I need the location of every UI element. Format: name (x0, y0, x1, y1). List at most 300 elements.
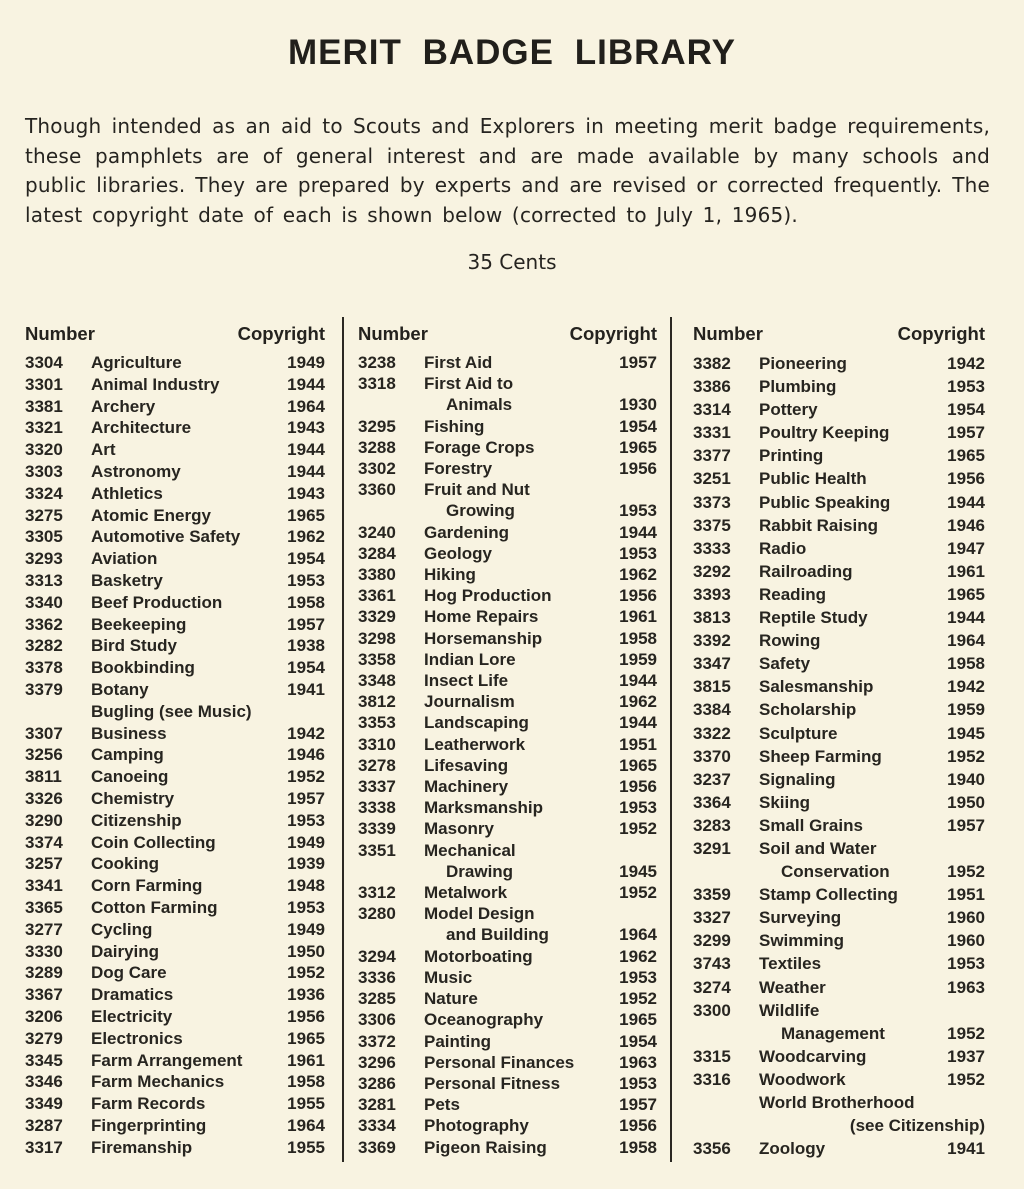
badge-year: 1955 (287, 1137, 325, 1157)
badge-number: 3290 (25, 810, 63, 830)
table-row (25, 962, 325, 984)
badge-year: 1952 (619, 819, 657, 839)
column-header (358, 320, 657, 345)
badge-year: 1957 (619, 353, 657, 372)
badge-number: 3238 (358, 353, 396, 372)
table-row (693, 583, 985, 606)
badge-name: First Aid to (424, 374, 514, 394)
badge-number: 3361 (358, 586, 396, 606)
table-row (25, 1137, 325, 1159)
badge-number: 3356 (693, 1139, 731, 1159)
badge-name: Landscaping (424, 713, 529, 733)
badge-name: Nature (424, 989, 478, 1009)
column-header-copyright: Copyright (237, 323, 325, 344)
table-row (693, 467, 985, 490)
badge-name: Farm Records (91, 1094, 206, 1114)
badge-name: Textiles (759, 954, 822, 974)
badge-column-1 (25, 320, 325, 1158)
price-line: 35 Cents (467, 250, 557, 274)
badge-name: Corn Farming (91, 876, 203, 896)
table-row (25, 1028, 325, 1050)
badge-year: 1964 (947, 631, 985, 651)
badge-name: Pets (424, 1095, 460, 1115)
badge-name: Soil and Water (759, 838, 877, 858)
badge-name: Art (91, 440, 116, 460)
badge-name: Reading (759, 584, 827, 604)
badge-year: 1961 (287, 1050, 325, 1070)
table-row (358, 1094, 657, 1115)
badge-year: 1944 (947, 492, 985, 512)
badge-year: 1957 (619, 1095, 657, 1115)
badge-number: 3316 (693, 1069, 731, 1089)
badge-number: 3282 (25, 636, 63, 656)
badge-name: Canoeing (91, 767, 169, 787)
table-row (25, 744, 325, 766)
badge-year: 1949 (287, 919, 325, 939)
badge-name: Stamp Collecting (759, 885, 898, 905)
table-row (25, 1071, 325, 1093)
table-row (25, 810, 325, 832)
badge-name: Motorboating (424, 946, 533, 966)
badge-number: 3347 (693, 654, 731, 674)
badge-year: 1962 (619, 565, 657, 585)
badge-number: 3280 (358, 904, 396, 924)
badge-name: Rabbit Raising (759, 515, 879, 535)
column-header-copyright: Copyright (897, 323, 985, 344)
badge-number: 3310 (358, 734, 396, 754)
table-row (693, 675, 985, 698)
table-row (358, 649, 657, 670)
table-row (693, 745, 985, 768)
badge-year: 1946 (287, 745, 325, 765)
badge-name: Public Speaking (759, 492, 891, 512)
table-row (693, 560, 985, 583)
badge-name: Fingerprinting (91, 1115, 207, 1135)
table-row (693, 375, 985, 398)
badge-number: 3296 (358, 1052, 396, 1072)
badge-name: Pottery (759, 400, 818, 420)
table-row (358, 691, 657, 712)
badge-number: 3283 (693, 815, 731, 835)
badge-year: 1958 (619, 1137, 657, 1157)
badge-number: 3275 (25, 505, 63, 525)
table-row (25, 766, 325, 788)
badge-name: Sheep Farming (759, 746, 882, 766)
badge-number: 3256 (25, 745, 63, 765)
badge-number: 3365 (25, 897, 63, 917)
badge-year: 1954 (619, 1031, 657, 1051)
badge-name: Fruit and Nut (424, 480, 530, 500)
badge-number: 3359 (693, 885, 731, 905)
badge-number: 3274 (693, 977, 731, 997)
table-row (25, 788, 325, 810)
badge-year: 1957 (287, 614, 325, 634)
badge-number: 3813 (693, 608, 731, 628)
badge-year: 1950 (947, 792, 985, 812)
badge-name: Printing (759, 446, 824, 466)
table-row (358, 437, 657, 458)
badge-year: 1942 (287, 723, 325, 743)
table-row (25, 614, 325, 636)
badge-number: 3324 (25, 483, 63, 503)
badge-number: 3286 (358, 1073, 396, 1093)
badge-name: Archery (91, 396, 156, 416)
badge-year: 1953 (287, 897, 325, 917)
table-row (25, 723, 325, 745)
badge-year: 1963 (947, 977, 985, 997)
table-row (693, 352, 985, 375)
badge-name: Zoology (759, 1139, 826, 1159)
badge-rows (25, 352, 325, 1158)
badge-year: 1941 (287, 679, 325, 699)
badge-year: 1955 (287, 1094, 325, 1114)
badge-name: Radio (759, 538, 807, 558)
badge-name: Business (91, 723, 167, 743)
badge-number: 3331 (693, 423, 731, 443)
badge-year: 1944 (619, 522, 657, 542)
badge-number: 3384 (693, 700, 731, 720)
badge-year: 1940 (947, 769, 985, 789)
column-header-number: Number (693, 323, 763, 344)
badge-year: 1953 (619, 501, 657, 521)
table-row (358, 416, 657, 437)
column-divider (670, 317, 672, 1162)
badge-year: 1945 (619, 861, 657, 881)
badge-year: 1944 (287, 440, 325, 460)
badge-name: Journalism (424, 692, 515, 712)
table-row (693, 976, 985, 999)
badge-year: 1960 (947, 908, 985, 928)
badge-name: Atomic Energy (91, 505, 211, 525)
badge-name: Weather (759, 977, 826, 997)
table-row (358, 882, 657, 903)
table-row-continuation (693, 1022, 985, 1045)
badge-number: 3298 (358, 628, 396, 648)
badge-year: 1956 (619, 1116, 657, 1136)
table-row (25, 505, 325, 527)
badge-number: 3257 (25, 854, 63, 874)
badge-number: 3341 (25, 876, 63, 896)
badge-year: 1944 (619, 671, 657, 691)
badge-year: 1964 (287, 1115, 325, 1135)
table-row (693, 999, 985, 1022)
badge-number: 3301 (25, 374, 63, 394)
badge-number: 3360 (358, 480, 396, 500)
column-header-number: Number (25, 323, 95, 344)
badge-number: 3293 (25, 549, 63, 569)
badge-year: 1964 (619, 925, 657, 945)
badge-year: 1930 (619, 395, 657, 415)
badge-name: Cooking (91, 854, 159, 874)
badge-name: Model Design (424, 904, 535, 924)
badge-name: Bird Study (91, 636, 177, 656)
badge-name: Electronics (91, 1028, 183, 1048)
badge-number: 3302 (358, 459, 396, 479)
badge-name: Gardening (424, 522, 510, 542)
badge-year: 1948 (287, 876, 325, 896)
table-row (358, 967, 657, 988)
badge-year: 1951 (947, 885, 985, 905)
badge-year: 1943 (287, 483, 325, 503)
table-row (693, 606, 985, 629)
badge-year: 1956 (619, 777, 657, 797)
badge-number: 3329 (358, 607, 396, 627)
badge-number: 3336 (358, 967, 396, 987)
badge-name: Animal Industry (91, 374, 220, 394)
table-row (25, 657, 325, 679)
badge-number: 3295 (358, 416, 396, 436)
table-row-continuation (693, 860, 985, 883)
badge-year: 1952 (619, 883, 657, 903)
badge-name: Citizenship (91, 810, 182, 830)
badge-name: Architecture (91, 418, 192, 438)
badge-year: 1953 (619, 967, 657, 987)
table-row (358, 1115, 657, 1136)
badge-name: Skiing (759, 792, 811, 812)
badge-name: Geology (424, 543, 493, 563)
badge-year: 1965 (619, 755, 657, 775)
badge-name: First Aid (424, 353, 493, 372)
badge-number: 3312 (358, 883, 396, 903)
badge-name: Botany (91, 679, 149, 699)
badge-name: Pioneering (759, 354, 847, 373)
table-row (693, 814, 985, 837)
table-row (358, 712, 657, 733)
badge-name: Safety (759, 654, 811, 674)
badge-name: Woodcarving (759, 1046, 867, 1066)
badge-name: Forage Crops (424, 437, 535, 457)
table-row (358, 564, 657, 585)
table-row-continuation (358, 861, 657, 882)
badge-year: 1965 (287, 1028, 325, 1048)
table-row (693, 1045, 985, 1068)
table-row (25, 853, 325, 875)
badge-number: 3353 (358, 713, 396, 733)
column-header (693, 320, 985, 345)
table-row (358, 458, 657, 479)
badge-year: 1945 (947, 723, 985, 743)
page-title: MERIT BADGE LIBRARY (288, 33, 736, 72)
badge-year: 1963 (619, 1052, 657, 1072)
table-row (25, 548, 325, 570)
table-row (25, 701, 325, 723)
badge-name: Painting (424, 1031, 492, 1051)
table-row (358, 1073, 657, 1094)
badge-number: 3367 (25, 985, 63, 1005)
badge-name: Basketry (91, 570, 163, 590)
table-row (358, 670, 657, 691)
badge-number: 3338 (358, 798, 396, 818)
table-row (693, 698, 985, 721)
badge-year: 1942 (947, 677, 985, 697)
badge-year: 1961 (947, 561, 985, 581)
badge-year: 1961 (619, 607, 657, 627)
badge-number: 3313 (25, 570, 63, 590)
table-row (693, 1137, 985, 1160)
badge-name-continued: Management (781, 1023, 885, 1043)
badge-name: Forestry (424, 459, 493, 479)
badge-year: 1959 (619, 649, 657, 669)
table-row (358, 1052, 657, 1073)
badge-year: 1959 (947, 700, 985, 720)
table-row (25, 396, 325, 418)
badge-name: Hog Production (424, 586, 552, 606)
badge-name: Agriculture (91, 353, 182, 372)
badge-name: Railroading (759, 561, 853, 581)
badge-year: 1946 (947, 515, 985, 535)
badge-name-continued: Animals (446, 395, 513, 415)
badge-name: Bugling (see Music) (91, 701, 252, 721)
table-row (358, 776, 657, 797)
badge-name: Scholarship (759, 700, 857, 720)
table-row (25, 875, 325, 897)
badge-number: 3348 (358, 671, 396, 691)
badge-number: 3374 (25, 832, 63, 852)
table-row (358, 818, 657, 839)
badge-year: 1950 (287, 941, 325, 961)
badge-year: 1953 (619, 798, 657, 818)
badge-number: 3379 (25, 679, 63, 699)
badge-number: 3315 (693, 1046, 731, 1066)
table-row (358, 1009, 657, 1030)
table-row (358, 606, 657, 627)
badge-name: Chemistry (91, 788, 175, 808)
badge-number: 3339 (358, 819, 396, 839)
table-row (693, 421, 985, 444)
badge-name: Metalwork (424, 883, 508, 903)
badge-name: Personal Finances (424, 1052, 575, 1072)
badge-name: Dairying (91, 941, 160, 961)
badge-name: Electricity (91, 1006, 173, 1026)
badge-name: Insect Life (424, 671, 509, 691)
badge-name-continued: and Building (446, 925, 549, 945)
badge-name: World Brotherhood (759, 1093, 915, 1112)
table-row (25, 526, 325, 548)
badge-name: Astronomy (91, 461, 181, 481)
badge-year: 1957 (287, 788, 325, 808)
badge-number: 3345 (25, 1050, 63, 1070)
badge-name: Camping (91, 745, 164, 765)
badge-number: 3811 (25, 767, 62, 787)
badge-number: 3284 (358, 543, 396, 563)
badge-number: 3281 (358, 1095, 396, 1115)
badge-number: 3362 (25, 614, 63, 634)
badge-year: 1952 (947, 1023, 985, 1043)
badge-name: Plumbing (759, 377, 837, 397)
table-row (25, 483, 325, 505)
badge-number: 3287 (25, 1115, 63, 1135)
badge-year: 1939 (287, 854, 325, 874)
badge-year: 1954 (619, 416, 657, 436)
table-row (358, 797, 657, 818)
badge-year: 1957 (947, 423, 985, 443)
table-row (25, 1093, 325, 1115)
table-row (358, 946, 657, 967)
badge-name: Cycling (91, 919, 153, 939)
badge-number: 3743 (693, 954, 731, 974)
badge-number: 3337 (358, 777, 396, 797)
badge-year: 1958 (287, 592, 325, 612)
badge-name: Music (424, 967, 473, 987)
table-row (693, 514, 985, 537)
badge-year: 1965 (619, 437, 657, 457)
badge-number: 3303 (25, 461, 63, 481)
badge-name: Marksmanship (424, 798, 544, 818)
badge-year: 1954 (947, 400, 985, 420)
badge-name: Bookbinding (91, 658, 195, 678)
badge-number: 3380 (358, 565, 396, 585)
badge-year: 1956 (287, 1006, 325, 1026)
table-row (693, 906, 985, 929)
badge-number: 3322 (693, 723, 731, 743)
badge-number: 3375 (693, 515, 731, 535)
table-row (358, 840, 657, 861)
table-row (25, 919, 325, 941)
badge-year: 1956 (947, 469, 985, 489)
badge-number: 3393 (693, 584, 731, 604)
badge-name: Beekeeping (91, 614, 187, 634)
badge-name: Horsemanship (424, 628, 543, 648)
badge-year: 1962 (619, 692, 657, 712)
badge-number: 3358 (358, 649, 396, 669)
badge-name: Aviation (91, 549, 158, 569)
badge-column-3 (693, 320, 985, 1160)
badge-number: 3300 (693, 1000, 731, 1020)
badge-name: Dramatics (91, 985, 174, 1005)
badge-number: 3321 (25, 418, 63, 438)
badge-year: 1960 (947, 931, 985, 951)
badge-year: 1953 (619, 543, 657, 563)
badge-year: 1944 (287, 461, 325, 481)
badge-year: 1952 (947, 1069, 985, 1089)
table-row (25, 679, 325, 701)
table-row (358, 479, 657, 500)
table-row (693, 722, 985, 745)
badge-year: 1947 (947, 538, 985, 558)
badge-year: 1962 (619, 946, 657, 966)
badge-number: 3815 (693, 677, 731, 697)
badge-year: 1953 (947, 377, 985, 397)
badge-name-continued: Growing (446, 501, 515, 521)
badge-name: Woodwork (759, 1069, 846, 1089)
table-row-continuation (358, 500, 657, 521)
table-row (358, 903, 657, 924)
table-row (358, 755, 657, 776)
badge-name: Wildlife (759, 1000, 820, 1020)
badge-year: 1952 (287, 767, 325, 787)
badge-number: 3382 (693, 354, 731, 373)
table-row (25, 439, 325, 461)
badge-name: Home Repairs (424, 607, 539, 627)
table-row (25, 1115, 325, 1137)
badge-number: 3369 (358, 1137, 396, 1157)
table-row (25, 1006, 325, 1028)
table-row (693, 883, 985, 906)
badge-name: Oceanography (424, 1010, 544, 1030)
badge-name: Poultry Keeping (759, 423, 890, 443)
table-row (693, 537, 985, 560)
badge-year: 1944 (287, 374, 325, 394)
badge-year: 1953 (619, 1073, 657, 1093)
table-row (25, 832, 325, 854)
table-row-continuation (358, 394, 657, 415)
badge-year: 1943 (287, 418, 325, 438)
badge-number: 3812 (358, 692, 396, 712)
table-row (693, 837, 985, 860)
table-row (358, 628, 657, 649)
badge-year: 1942 (947, 354, 985, 373)
table-row (693, 1091, 985, 1114)
